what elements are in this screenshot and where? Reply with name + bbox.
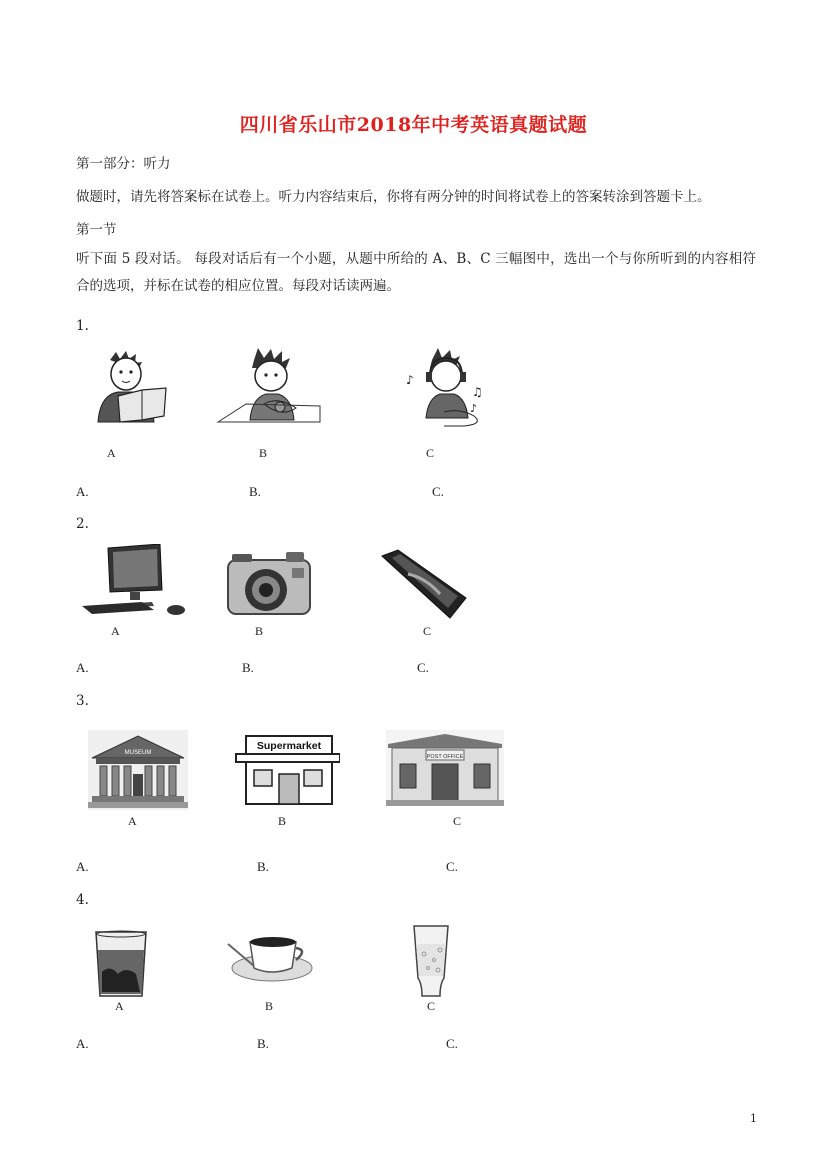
smartphone-image — [378, 548, 468, 620]
svg-text:♪: ♪ — [406, 373, 414, 387]
image-caption: A — [115, 999, 124, 1013]
glass-of-tea-image — [94, 928, 148, 998]
answer-option: A. — [76, 859, 89, 874]
answer-option: B. — [257, 859, 269, 874]
image-caption: C — [427, 999, 436, 1013]
answer-option: B. — [249, 484, 261, 499]
answer-option: B. — [257, 1036, 269, 1051]
post-office-building-image — [386, 730, 504, 806]
post-office-sign-text: POST OFFICE — [426, 754, 464, 760]
question-number: 1. — [76, 318, 89, 334]
answer-option: A. — [76, 1036, 89, 1051]
image-caption: B — [278, 814, 287, 828]
desktop-computer-image — [82, 544, 190, 618]
image-caption: C — [423, 624, 432, 638]
answer-option: C. — [446, 859, 458, 874]
image-caption: C — [453, 814, 462, 828]
answer-option: B. — [242, 660, 254, 675]
question-number: 3. — [76, 693, 89, 709]
supermarket-building-image — [234, 730, 340, 806]
image-caption: B — [255, 624, 264, 638]
image-caption: C — [426, 446, 435, 460]
answer-option: A. — [76, 484, 89, 499]
image-caption: B — [265, 999, 274, 1013]
glass-of-water-image — [410, 924, 452, 998]
boy-making-model-image — [216, 348, 321, 426]
cup-of-coffee-image — [224, 928, 316, 988]
instruction-text: 做题时，请先将答案标在试卷上。听力内容结束后，你将有两分钟的时间将试卷上的答案转涂到答题卡上。 — [76, 189, 711, 205]
museum-building-image — [88, 730, 188, 810]
boy-reading-book-image — [88, 350, 168, 425]
section-part-heading: 第一部分：听力 — [76, 156, 171, 172]
answer-option: C. — [432, 484, 444, 499]
answer-option: C. — [446, 1036, 458, 1051]
page-number: 1 — [750, 1112, 757, 1125]
museum-sign-text: MUSEUM — [124, 750, 152, 756]
camera-image — [226, 546, 312, 618]
question-number: 4. — [76, 892, 89, 908]
section-one-heading: 第一节 — [76, 222, 117, 238]
svg-text:♫: ♫ — [472, 385, 483, 399]
page-title: 四川省乐山市2018年中考英语真题试题 — [239, 114, 588, 136]
answer-option: A. — [76, 660, 89, 675]
answer-option: C. — [417, 660, 429, 675]
boy-listening-music-image — [404, 346, 486, 428]
image-caption: A — [128, 814, 137, 828]
svg-text:♪: ♪ — [470, 402, 478, 415]
image-caption: A — [107, 446, 116, 460]
image-caption: B — [259, 446, 268, 460]
directions-text: 听下面 5 段对话。 每段对话后有一个小题，从题中所给的 A、B、C 三幅图中，选出一个与你所听到的内容相符合的选项，并标在试卷的相应位置。每段对话读两遍。 — [76, 251, 756, 294]
image-caption: A — [111, 624, 120, 638]
supermarket-sign-text: Supermarket — [256, 740, 322, 752]
question-number: 2. — [76, 516, 89, 532]
